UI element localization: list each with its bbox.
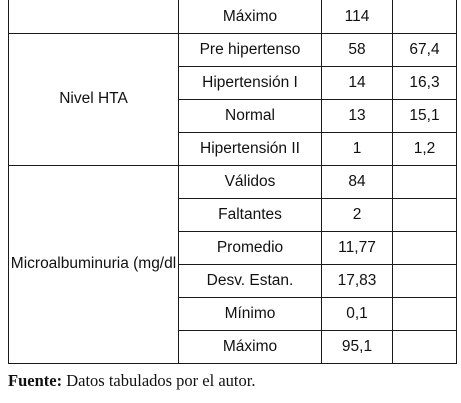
stat-value-cell: 2	[322, 198, 393, 231]
stat-percent-cell	[393, 297, 457, 330]
stat-percent-cell	[393, 165, 457, 198]
source-note	[8, 371, 255, 391]
stat-percent-cell: 67,4	[393, 33, 457, 66]
stat-percent-cell	[393, 198, 457, 231]
stat-value-cell: 11,77	[322, 231, 393, 264]
stat-label-cell: Máximo	[179, 330, 322, 363]
stat-value-cell: 58	[322, 33, 393, 66]
stat-value-cell: 84	[322, 165, 393, 198]
stat-label-cell: Máximo	[179, 0, 322, 33]
stat-percent-cell: 16,3	[393, 66, 457, 99]
table-row	[9, 165, 457, 198]
stat-percent-cell	[393, 264, 457, 297]
stat-value-cell: 13	[322, 99, 393, 132]
statistics-table	[8, 0, 457, 364]
stat-value-cell: 0,1	[322, 297, 393, 330]
stat-value-cell: 114	[322, 0, 393, 33]
stat-label-cell: Hipertensión I	[179, 66, 322, 99]
group-cell-microalbuminuria: Microalbuminuria (mg/dl	[9, 165, 179, 363]
stat-percent-cell	[393, 330, 457, 363]
stat-label-cell: Válidos	[179, 165, 322, 198]
stat-percent-cell: 1,2	[393, 132, 457, 165]
stat-label-cell: Normal	[179, 99, 322, 132]
group-cell-nivel-hta: Nivel HTA	[9, 33, 179, 165]
source-label: Fuente:	[8, 371, 63, 390]
table-row	[9, 0, 457, 33]
stat-value-cell: 14	[322, 66, 393, 99]
stat-percent-cell: 15,1	[393, 99, 457, 132]
stat-value-cell: 95,1	[322, 330, 393, 363]
stat-label-cell: Desv. Estan.	[179, 264, 322, 297]
source-text: Datos tabulados por el autor.	[62, 371, 256, 390]
stat-label-cell: Mínimo	[179, 297, 322, 330]
stat-label-cell: Hipertensión II	[179, 132, 322, 165]
stat-value-cell: 1	[322, 132, 393, 165]
stat-percent-cell	[393, 231, 457, 264]
stat-value-cell: 17,83	[322, 264, 393, 297]
stat-percent-cell	[393, 0, 457, 33]
stat-label-cell: Faltantes	[179, 198, 322, 231]
group-cell-continued	[9, 0, 179, 33]
stat-label-cell: Promedio	[179, 231, 322, 264]
stat-label-cell: Pre hipertenso	[179, 33, 322, 66]
table-row	[9, 33, 457, 66]
